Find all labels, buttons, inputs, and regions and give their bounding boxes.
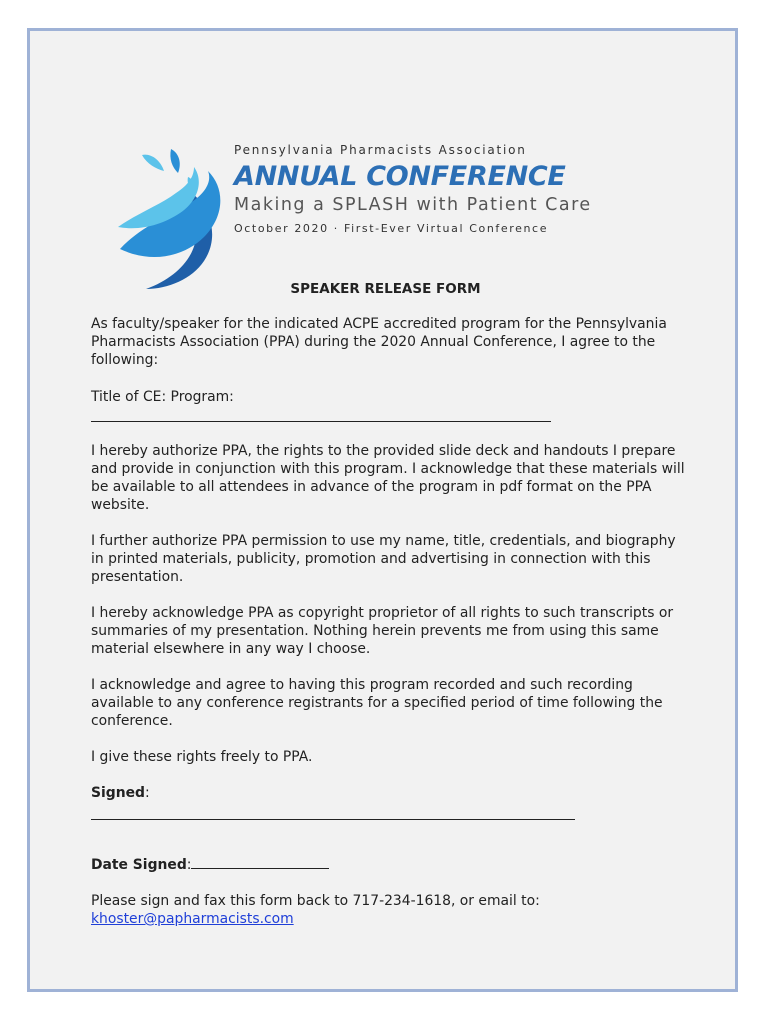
signed-colon: : [144, 785, 150, 801]
email-link[interactable]: khoster@papharmacists.com [91, 911, 294, 927]
intro-paragraph: As faculty/speaker for the indicated ACPE accredited program for the Pennsylvania Pharmacists Association (PPA) during the 2020 Annual Conference, I agree to the following: [91, 316, 667, 368]
rights-freely-paragraph: I give these rights freely to PPA. [91, 749, 313, 765]
further-authorize-paragraph: I further authorize PPA permission to use my name, title, credentials, and biography in printed materials, publicity, promotion and advertising in connection with this presentation. [91, 533, 676, 585]
droplet-2 [170, 149, 179, 173]
conference-logo [116, 119, 656, 289]
date-signed-colon: : [186, 857, 192, 873]
authorize-paragraph: I hereby authorize PPA, the rights to the provided slide deck and handouts I prepare and provide in conjunction with this program. I acknowledge that these materials will be available to all attendees in advance of the program in pdf format on the PPA website. [91, 443, 685, 513]
conference-tagline: Making a SPLASH with Patient Care [234, 195, 592, 215]
conference-title: ANNUAL CONFERENCE [234, 161, 566, 192]
form-title: SPEAKER RELEASE FORM [290, 281, 481, 297]
recorded-paragraph: I acknowledge and agree to having this program recorded and such recording available to any conference registrants for a specified period of time following the conference. [91, 677, 663, 729]
form-page [27, 28, 738, 992]
date-signed-row [91, 856, 691, 874]
footer-text: Please sign and fax this form back to 717-234-1618, or email to: [91, 893, 540, 909]
signature-line[interactable] [91, 819, 575, 820]
date-signed-line[interactable] [191, 856, 329, 869]
droplet-1 [142, 155, 164, 171]
date-signed-label: Date Signed [91, 857, 187, 873]
org-name: Pennsylvania Pharmacists Association [234, 143, 527, 157]
footer-paragraph [91, 892, 691, 928]
conference-dateline: October 2020 · First-Ever Virtual Conference [234, 222, 549, 235]
title-of-ce-line[interactable] [91, 421, 551, 422]
copyright-paragraph: I hereby acknowledge PPA as copyright proprietor of all rights to such transcripts or summaries of my presentation. Nothing herein prevents me from using this same material elsewhere in any way I choose. [91, 605, 674, 657]
title-of-ce-label: Title of CE: Program: [91, 389, 234, 405]
logo-text [234, 143, 654, 236]
signed-row [91, 784, 691, 802]
splash-logo-icon [116, 119, 234, 289]
signed-label: Signed [91, 785, 145, 801]
